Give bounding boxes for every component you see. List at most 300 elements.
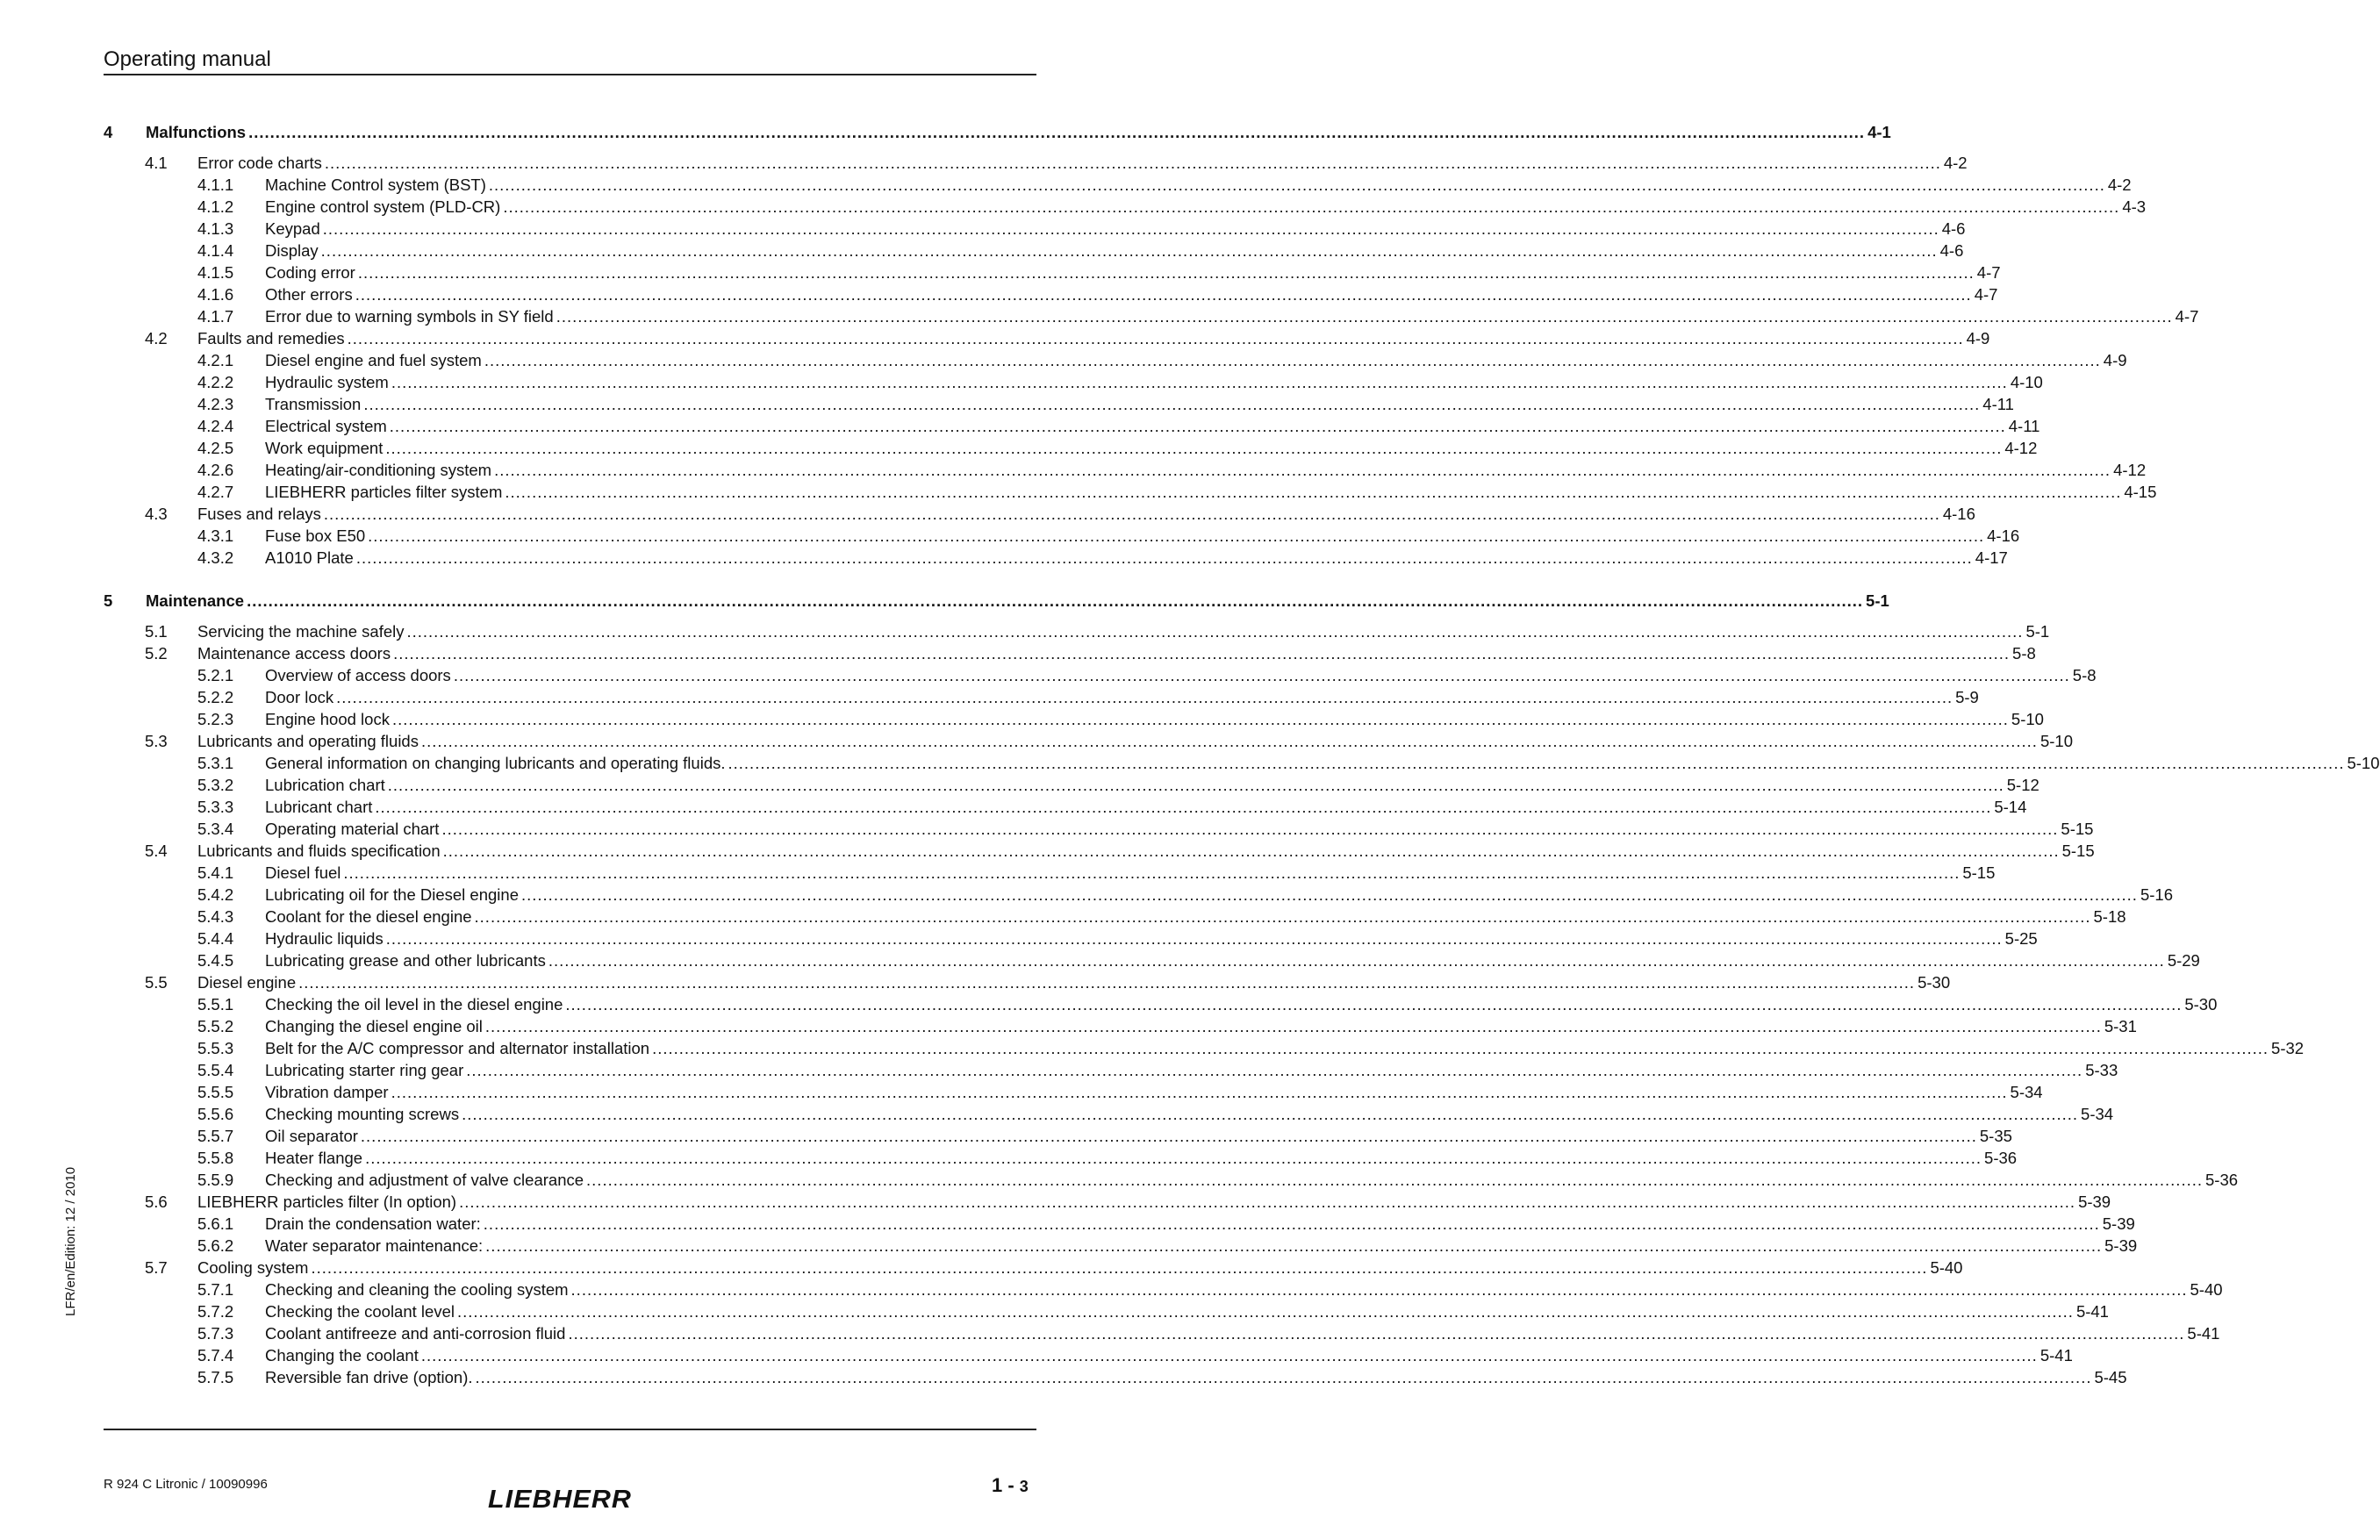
toc-entry-line (265, 1236, 2138, 1256)
toc-entry-line (265, 417, 2040, 436)
toc-entry-page: 5-29 (2167, 951, 2200, 970)
toc-entry-number: 5.2.1 (197, 666, 234, 684)
toc-entry-page: 5-33 (2085, 1061, 2118, 1079)
toc-entry-page: 5-32 (2271, 1039, 2305, 1057)
toc-leader-dots: ............................................................................................................................................................................................................................................................................................................ (548, 951, 2165, 970)
toc-entry-number: 5.5.7 (197, 1127, 234, 1145)
toc-entry-line (265, 1149, 2018, 1168)
toc-entry-number: 5.7.4 (197, 1346, 234, 1365)
toc-entry-number: 4.2.4 (197, 417, 234, 435)
toc-entry-number: 5.7.5 (197, 1368, 234, 1386)
toc-section-entry[interactable] (104, 154, 1968, 175)
toc-section-entry[interactable] (104, 644, 2036, 666)
toc-leader-dots: ............................................................................................................................................................................................................................................................................................................ (248, 123, 1866, 141)
toc-leader-dots: ............................................................................................................................................................................................................................................................................................................ (420, 1346, 2038, 1365)
toc-entry-line (265, 439, 2038, 458)
toc-entry-title: LIEBHERR particles filter system (265, 483, 505, 502)
toc-subsection-entry[interactable] (104, 1105, 2114, 1127)
toc-entry-title: Other errors (265, 285, 355, 304)
toc-entry-line (197, 1258, 1963, 1278)
toc-entry-page: 4-6 (1939, 241, 1964, 260)
toc-entry-title: Maintenance (146, 591, 247, 611)
toc-entry-number: 4.1.4 (197, 241, 234, 260)
toc-subsection-entry[interactable] (104, 995, 2218, 1017)
toc-entry-line (265, 1017, 2137, 1036)
toc-subsection-entry[interactable] (104, 1039, 2305, 1061)
toc-subsection-entry[interactable] (104, 1017, 2137, 1039)
toc-entry-title: Changing the coolant (265, 1346, 421, 1365)
toc-entry-page: 5-39 (2078, 1193, 2111, 1211)
toc-subsection-entry[interactable] (104, 373, 2043, 395)
toc-subsection-entry[interactable] (104, 863, 1996, 885)
toc-subsection-entry[interactable] (104, 885, 2173, 907)
toc-entry-title: Fuse box E50 (265, 526, 368, 546)
toc-subsection-entry[interactable] (104, 1214, 2135, 1236)
toc-entry-line (265, 710, 2044, 729)
toc-entry-page: 5-40 (1930, 1258, 1963, 1277)
toc-subsection-entry[interactable] (104, 754, 2380, 776)
toc-subsection-entry[interactable] (104, 820, 2094, 842)
toc-leader-dots: ............................................................................................................................................................................................................................................................................................................ (391, 373, 2008, 391)
toc-subsection-entry[interactable] (104, 526, 2020, 548)
page-index: 3 (1019, 1478, 1029, 1495)
toc-entry-page: 5-12 (2006, 776, 2039, 794)
toc-entry-page: 5-1 (1866, 591, 1889, 610)
toc-entry-number: 5.4.5 (197, 951, 234, 970)
toc-entry-line (265, 1280, 2223, 1300)
toc-entry-page: 5-15 (2061, 820, 2094, 838)
toc-subsection-entry[interactable] (104, 548, 2008, 570)
toc-entry-line (265, 820, 2094, 839)
toc-subsection-entry[interactable] (104, 1171, 2239, 1193)
toc-entry-number: 5.5.1 (197, 995, 234, 1014)
toc-subsection-entry[interactable] (104, 241, 1964, 263)
toc-leader-dots: ............................................................................................................................................................................................................................................................................................................ (453, 666, 2070, 684)
toc-leader-dots: ............................................................................................................................................................................................................................................................................................................ (247, 591, 1864, 610)
toc-subsection-entry[interactable] (104, 929, 2038, 951)
toc-entry-number: 5.3.3 (197, 798, 234, 816)
toc-entry-page: 4-6 (1941, 219, 1966, 238)
toc-entry-title: Electrical system (265, 417, 390, 436)
toc-subsection-entry[interactable] (104, 907, 2126, 929)
toc-subsection-entry[interactable] (104, 219, 1966, 241)
toc-leader-dots: ............................................................................................................................................................................................................................................................................................................ (324, 154, 1941, 172)
toc-entry-page: 5-8 (2012, 644, 2036, 663)
toc-entry-page: 5-40 (2190, 1280, 2223, 1299)
toc-entry-number: 5.5.2 (197, 1017, 234, 1035)
toc-subsection-entry[interactable] (104, 1127, 2012, 1149)
toc-chapter-entry[interactable] (104, 591, 1889, 619)
toc-entry-page: 4-10 (2010, 373, 2043, 391)
toc-entry-page: 5-15 (2061, 842, 2095, 860)
toc-entry-page: 5-18 (2093, 907, 2126, 926)
liebherr-logo-graphic (488, 1486, 655, 1512)
toc-entry-number: 4.2.7 (197, 483, 234, 501)
toc-entry-number: 5.4.2 (197, 885, 234, 904)
toc-entry-title: Diesel engine and fuel system (265, 351, 484, 370)
toc-entry-page: 5-34 (2010, 1083, 2043, 1101)
toc-entry-title: Checking mounting screws (265, 1105, 462, 1124)
toc-leader-dots: ............................................................................................................................................................................................................................................................................................................ (652, 1039, 2269, 1057)
toc-entry-number: 5.4.4 (197, 929, 234, 948)
toc-leader-dots: ............................................................................................................................................................................................................................................................................................................ (568, 1324, 2185, 1343)
toc-entry-title: LIEBHERR particles filter (In option) (197, 1193, 459, 1212)
toc-leader-dots: ............................................................................................................................................................................................................................................................................................................ (336, 688, 1953, 706)
footer-divider (104, 1429, 1036, 1430)
toc-entry-page: 5-10 (2039, 732, 2073, 750)
toc-leader-dots: ............................................................................................................................................................................................................................................................................................................ (556, 307, 2173, 326)
toc-entry-number: 4.3.1 (197, 526, 234, 545)
toc-entry-line (265, 351, 2127, 370)
toc-leader-dots: ............................................................................................................................................................................................................................................................................................................ (494, 461, 2111, 479)
toc-entry-number: 5.7.3 (197, 1324, 234, 1343)
toc-entry-number: 5.7.2 (197, 1302, 234, 1321)
toc-leader-dots: ............................................................................................................................................................................................................................................................................................................ (406, 622, 2024, 641)
toc-leader-dots: ............................................................................................................................................................................................................................................................................................................ (391, 710, 2009, 728)
toc-entry-page: 5-36 (2205, 1171, 2239, 1189)
toc-leader-dots: ............................................................................................................................................................................................................................................................................................................ (474, 907, 2091, 926)
toc-subsection-entry[interactable] (104, 263, 2001, 285)
toc-subsection-entry[interactable] (104, 951, 2200, 973)
header-divider (104, 74, 1036, 75)
toc-subsection-entry[interactable] (104, 1324, 2220, 1346)
toc-section-entry[interactable] (104, 973, 1951, 995)
toc-leader-dots: ............................................................................................................................................................................................................................................................................................................ (466, 1061, 2083, 1079)
toc-entry-title: Error due to warning symbols in SY field (265, 307, 556, 326)
toc-entry-line (197, 842, 2095, 861)
toc-subsection-entry[interactable] (104, 688, 1979, 710)
toc-entry-line (265, 1039, 2305, 1058)
page-chapter: 1 - (992, 1474, 1020, 1496)
toc-leader-dots: ............................................................................................................................................................................................................................................................................................................ (323, 505, 1940, 523)
toc-subsection-entry[interactable] (104, 1236, 2138, 1258)
toc-entry-number: 5.5.3 (197, 1039, 234, 1057)
toc-entry-line (265, 483, 2157, 502)
toc-entry-line (265, 395, 2014, 414)
toc-leader-dots: ............................................................................................................................................................................................................................................................................................................ (385, 439, 2003, 457)
toc-entry-line (197, 622, 2050, 641)
toc-leader-dots: ............................................................................................................................................................................................................................................................................................................ (365, 1149, 1982, 1167)
toc-leader-dots: ............................................................................................................................................................................................................................................................................................................ (420, 732, 2038, 750)
toc-entry-page: 4-16 (1942, 505, 1975, 523)
toc-entry-line (265, 526, 2020, 546)
toc-entry-page: 4-2 (1943, 154, 1968, 172)
toc-entry-line (197, 644, 2036, 663)
toc-leader-dots: ............................................................................................................................................................................................................................................................................................................ (728, 754, 2345, 772)
toc-entry-title: Door lock (265, 688, 336, 707)
toc-entry-line (265, 1346, 2073, 1365)
toc-entry-title: Lubricants and operating fluids (197, 732, 421, 751)
table-of-contents (104, 123, 2380, 1390)
toc-subsection-entry[interactable] (104, 197, 2147, 219)
toc-entry-title: Coolant for the diesel engine (265, 907, 475, 927)
toc-subsection-entry[interactable] (104, 439, 2038, 461)
toc-entry-title: Checking the coolant level (265, 1302, 457, 1322)
toc-entry-line (265, 798, 2027, 817)
toc-entry-title: Checking and cleaning the cooling system (265, 1280, 571, 1300)
toc-entry-page: 5-16 (2140, 885, 2173, 904)
toc-leader-dots: ............................................................................................................................................................................................................................................................................................................ (322, 219, 1939, 238)
toc-subsection-entry[interactable] (104, 1302, 2109, 1324)
toc-entry-line (265, 907, 2126, 927)
toc-subsection-entry[interactable] (104, 1061, 2118, 1083)
toc-entry-number: 5.6.2 (197, 1236, 234, 1255)
toc-entry-title: Vibration damper (265, 1083, 391, 1102)
toc-entry-page: 5-39 (2104, 1236, 2138, 1255)
toc-entry-line (265, 754, 2380, 773)
toc-entry-line (265, 263, 2001, 283)
toc-entry-title: Lubrication chart (265, 776, 388, 795)
toc-entry-number: 5.4 (145, 842, 168, 860)
toc-entry-title: Engine hood lock (265, 710, 392, 729)
toc-entry-number: 5.4.1 (197, 863, 234, 882)
toc-subsection-entry[interactable] (104, 395, 2014, 417)
toc-entry-line (265, 951, 2200, 971)
svg-text:LIEBHERR: LIEBHERR (488, 1485, 632, 1514)
toc-leader-dots: ............................................................................................................................................................................................................................................................................................................ (343, 863, 1961, 882)
toc-entry-number: 4.1.1 (197, 175, 234, 194)
toc-entry-page: 5-31 (2104, 1017, 2137, 1035)
toc-entry-title: Checking the oil level in the diesel engine (265, 995, 565, 1014)
toc-entry-number: 5.2.3 (197, 710, 234, 728)
toc-subsection-entry[interactable] (104, 285, 1998, 307)
toc-entry-title: Lubricants and fluids specification (197, 842, 443, 861)
toc-entry-title: Hydraulic system (265, 373, 391, 392)
toc-leader-dots: ............................................................................................................................................................................................................................................................................................................ (565, 995, 2183, 1014)
toc-entry-number: 4.3 (145, 505, 168, 523)
toc-entry-title: Lubricating grease and other lubricants (265, 951, 548, 971)
toc-entry-number: 4.2.3 (197, 395, 234, 413)
toc-entry-page: 4-7 (1976, 263, 2001, 282)
toc-entry-line (265, 1171, 2239, 1190)
toc-entry-title: Fuses and relays (197, 505, 324, 524)
toc-entry-page: 4-12 (2113, 461, 2147, 479)
toc-entry-number: 5.2.2 (197, 688, 234, 706)
toc-entry-title: Diesel fuel (265, 863, 343, 883)
toc-entry-line (265, 241, 1964, 261)
toc-entry-number: 5.5 (145, 973, 168, 992)
toc-leader-dots: ............................................................................................................................................................................................................................................................................................................ (485, 1236, 2103, 1255)
toc-entry-number: 4.2.1 (197, 351, 234, 369)
toc-entry-number: 4.2.5 (197, 439, 234, 457)
toc-entry-title: Heater flange (265, 1149, 365, 1168)
toc-leader-dots: ............................................................................................................................................................................................................................................................................................................ (375, 798, 1992, 816)
toc-leader-dots: ............................................................................................................................................................................................................................................................................................................ (475, 1368, 2092, 1386)
toc-entry-number: 4.1.5 (197, 263, 234, 282)
toc-entry-line (265, 1214, 2135, 1234)
toc-entry-line (265, 995, 2218, 1014)
toc-entry-title: Maintenance access doors (197, 644, 393, 663)
toc-subsection-entry[interactable] (104, 1280, 2223, 1302)
toc-leader-dots: ............................................................................................................................................................................................................................................................................................................ (441, 820, 2059, 838)
toc-entry-page: 5-1 (2025, 622, 2050, 641)
toc-entry-number: 4.3.2 (197, 548, 234, 567)
toc-entry-title: Hydraulic liquids (265, 929, 386, 949)
toc-subsection-entry[interactable] (104, 798, 2027, 820)
toc-entry-line (197, 1193, 2111, 1212)
toc-entry-page: 4-9 (1966, 329, 1990, 347)
toc-entry-title: Reversible fan drive (option). (265, 1368, 476, 1387)
toc-entry-line (265, 1324, 2220, 1343)
toc-entry-page: 4-11 (1982, 395, 2014, 413)
toc-leader-dots: ............................................................................................................................................................................................................................................................................................................ (387, 776, 2004, 794)
toc-entry-page: 4-7 (2175, 307, 2199, 326)
toc-entry-number: 5.5.9 (197, 1171, 234, 1189)
toc-section-entry[interactable] (104, 842, 2095, 863)
toc-entry-number: 4.2 (145, 329, 168, 347)
toc-entry-number: 4.2.2 (197, 373, 234, 391)
toc-entry-number: 5.1 (145, 622, 168, 641)
toc-entry-title: Display (265, 241, 321, 261)
toc-entry-number: 5.7 (145, 1258, 168, 1277)
toc-leader-dots: ............................................................................................................................................................................................................................................................................................................ (484, 351, 2101, 369)
toc-leader-dots: ............................................................................................................................................................................................................................................................................................................ (503, 197, 2120, 216)
toc-subsection-entry[interactable] (104, 710, 2044, 732)
toc-entry-number: 5.3 (145, 732, 168, 750)
toc-leader-dots: ............................................................................................................................................................................................................................................................................................................ (442, 842, 2060, 860)
toc-entry-title: Belt for the A/C compressor and alternator installation (265, 1039, 652, 1058)
toc-entry-line (265, 929, 2038, 949)
toc-entry-page: 4-12 (2004, 439, 2038, 457)
toc-entry-title: Overview of access doors (265, 666, 454, 685)
toc-subsection-entry[interactable] (104, 307, 2199, 329)
toc-leader-dots: ............................................................................................................................................................................................................................................................................................................ (393, 644, 2011, 663)
toc-entry-number: 4.1.7 (197, 307, 234, 326)
toc-entry-page: 4-7 (1974, 285, 1998, 304)
toc-leader-dots: ............................................................................................................................................................................................................................................................................................................ (320, 241, 1938, 260)
toc-entry-line (265, 548, 2008, 568)
toc-entry-title: Work equipment (265, 439, 385, 458)
toc-entry-title: Diesel engine (197, 973, 298, 992)
toc-entry-line (265, 776, 2039, 795)
toc-leader-dots: ............................................................................................................................................................................................................................................................................................................ (363, 395, 1981, 413)
toc-entry-number: 4.1.3 (197, 219, 234, 238)
toc-entry-page: 4-2 (2107, 175, 2132, 194)
toc-entry-title: Lubricant chart (265, 798, 375, 817)
toc-leader-dots: ............................................................................................................................................................................................................................................................................................................ (520, 885, 2138, 904)
toc-leader-dots: ............................................................................................................................................................................................................................................................................................................ (505, 483, 2122, 501)
toc-leader-dots: ............................................................................................................................................................................................................................................................................................................ (483, 1214, 2100, 1233)
toc-entry-title: Changing the diesel engine oil (265, 1017, 485, 1036)
toc-section-entry[interactable] (104, 329, 1990, 351)
toc-entry-number: 5 (104, 591, 113, 610)
toc-section-entry[interactable] (104, 622, 2050, 644)
toc-entry-page: 5-8 (2072, 666, 2097, 684)
toc-entry-title: Operating material chart (265, 820, 441, 839)
toc-entry-page: 5-45 (2094, 1368, 2127, 1386)
toc-entry-title: General information on changing lubricants and operating fluids. (265, 754, 728, 773)
toc-subsection-entry[interactable] (104, 483, 2157, 505)
toc-chapter-entry[interactable] (104, 123, 1891, 150)
toc-entry-page: 5-10 (2347, 754, 2380, 772)
toc-entry-page: 4-3 (2122, 197, 2147, 216)
toc-entry-title: Error code charts (197, 154, 325, 173)
toc-entry-number: 5.5.6 (197, 1105, 234, 1123)
toc-leader-dots: ............................................................................................................................................................................................................................................................................................................ (459, 1193, 2076, 1211)
toc-entry-page: 5-41 (2187, 1324, 2220, 1343)
toc-entry-number: 5.4.3 (197, 907, 234, 926)
toc-entry-title: Heating/air-conditioning system (265, 461, 494, 480)
toc-entry-line (265, 307, 2199, 326)
toc-entry-line (265, 666, 2097, 685)
toc-entry-title: Cooling system (197, 1258, 311, 1278)
toc-entry-title: Lubricating oil for the Diesel engine (265, 885, 521, 905)
toc-entry-page: 5-41 (2075, 1302, 2109, 1321)
toc-entry-number: 5.6 (145, 1193, 168, 1211)
toc-entry-page: 5-30 (2184, 995, 2218, 1014)
footer-model-number: R 924 C Litronic / 10090996 (104, 1477, 268, 1492)
toc-subsection-entry[interactable] (104, 461, 2147, 483)
toc-leader-dots: ............................................................................................................................................................................................................................................................................................................ (488, 175, 2105, 194)
toc-entry-number: 5.7.1 (197, 1280, 234, 1299)
toc-entry-page: 5-36 (1984, 1149, 2018, 1167)
toc-leader-dots: ............................................................................................................................................................................................................................................................................................................ (484, 1017, 2102, 1035)
toc-entry-title: Coolant antifreeze and anti-corrosion fluid (265, 1324, 568, 1343)
toc-subsection-entry[interactable] (104, 1368, 2127, 1390)
toc-entry-line (265, 1061, 2118, 1080)
toc-entry-number: 5.5.4 (197, 1061, 234, 1079)
toc-entry-page: 4-17 (1975, 548, 2008, 567)
toc-entry-number: 4.1.2 (197, 197, 234, 216)
toc-subsection-entry[interactable] (104, 1346, 2073, 1368)
toc-entry-title: Water separator maintenance: (265, 1236, 485, 1256)
toc-entry-title: Faults and remedies (197, 329, 348, 348)
toc-entry-page: 4-15 (2124, 483, 2157, 501)
toc-entry-line (197, 329, 1990, 348)
toc-subsection-entry[interactable] (104, 1149, 2018, 1171)
toc-leader-dots: ............................................................................................................................................................................................................................................................................................................ (462, 1105, 2079, 1123)
toc-entry-page: 4-1 (1867, 123, 1891, 141)
toc-entry-title: A1010 Plate (265, 548, 356, 568)
toc-entry-number: 5.5.5 (197, 1083, 234, 1101)
toc-leader-dots: ............................................................................................................................................................................................................................................................................................................ (311, 1258, 1928, 1277)
toc-entry-page: 5-25 (2004, 929, 2038, 948)
toc-section-entry[interactable] (104, 1258, 1963, 1280)
toc-entry-page: 5-14 (1994, 798, 2027, 816)
toc-leader-dots: ............................................................................................................................................................................................................................................................................................................ (355, 285, 1972, 304)
toc-leader-dots: ............................................................................................................................................................................................................................................................................................................ (360, 1127, 1977, 1145)
page-header-title: Operating manual (104, 47, 271, 71)
toc-subsection-entry[interactable] (104, 351, 2127, 373)
toc-entry-number: 5.5.8 (197, 1149, 234, 1167)
toc-entry-line (146, 591, 1889, 611)
toc-subsection-entry[interactable] (104, 776, 2039, 798)
toc-section-entry[interactable] (104, 505, 1975, 526)
toc-entry-number: 4.1.6 (197, 285, 234, 304)
toc-entry-line (265, 1368, 2127, 1387)
toc-entry-page: 5-34 (2081, 1105, 2114, 1123)
toc-entry-title: Oil separator (265, 1127, 361, 1146)
toc-entry-line (265, 1127, 2012, 1146)
toc-entry-page: 5-41 (2039, 1346, 2073, 1365)
toc-entry-number: 5.6.1 (197, 1214, 234, 1233)
toc-subsection-entry[interactable] (104, 666, 2097, 688)
toc-subsection-entry[interactable] (104, 1083, 2043, 1105)
toc-entry-number: 5.3.1 (197, 754, 234, 772)
toc-spacer (104, 570, 1036, 591)
toc-leader-dots: ............................................................................................................................................................................................................................................................................................................ (385, 929, 2003, 948)
toc-leader-dots: ............................................................................................................................................................................................................................................................................................................ (391, 1083, 2008, 1101)
toc-entry-page: 4-9 (2103, 351, 2127, 369)
toc-entry-title: Checking and adjustment of valve clearance (265, 1171, 586, 1190)
toc-section-entry[interactable] (104, 732, 2073, 754)
toc-entry-page: 5-30 (1918, 973, 1951, 992)
toc-subsection-entry[interactable] (104, 417, 2040, 439)
toc-subsection-entry[interactable] (104, 175, 2132, 197)
toc-entry-page: 4-11 (2008, 417, 2040, 435)
toc-section-entry[interactable] (104, 1193, 2111, 1214)
toc-entry-number: 5.3.4 (197, 820, 234, 838)
